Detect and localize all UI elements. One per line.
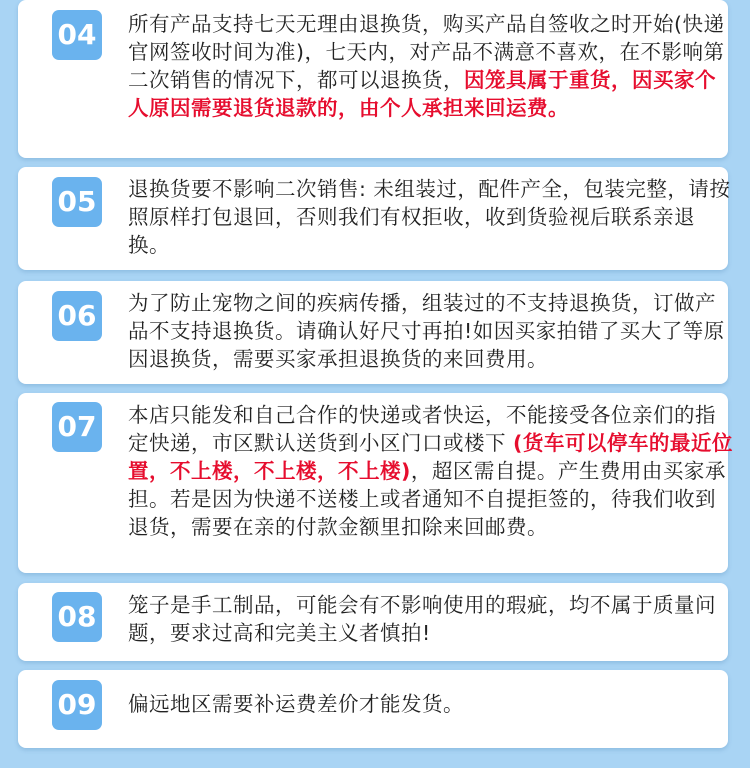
section-text-plain: 笼子是手工制品，可能会有不影响使用的瑕疵，均不属于质量问题，要求过高和完美主义者慎拍! — [128, 593, 716, 645]
section-text-plain: 偏远地区需要补运费差价才能发货。 — [128, 692, 464, 716]
section-text — [128, 591, 733, 647]
section-07-card — [18, 393, 733, 573]
section-04-card — [18, 0, 728, 158]
section-text — [128, 289, 733, 373]
section-09-card — [18, 670, 728, 748]
section-number-badge: 07 — [52, 402, 102, 452]
section-text — [128, 401, 733, 541]
section-text-highlight: (货车可以停车的最近位置，不上楼，不上楼，不上楼) — [128, 431, 733, 483]
section-number-badge: 09 — [52, 680, 102, 730]
section-text — [128, 10, 733, 122]
section-number-badge: 06 — [52, 291, 102, 341]
section-number-badge: 04 — [52, 10, 102, 60]
section-text-plain: 为了防止宠物之间的疾病传播，组装过的不支持退换货，订做产品不支持退换货。请确认好尺寸再拍!如因买家拍错了买大了等原因退换货，需要买家承担退换货的来回费用。 — [128, 291, 725, 371]
section-06-card — [18, 281, 728, 384]
section-number-badge: 08 — [52, 592, 102, 642]
section-text-highlight: 因笼具属于重货，因买家个人原因需要退货退款的，由个人承担来回运费。 — [128, 68, 716, 120]
section-text-plain: 退换货要不影响二次销售: 未组装过，配件产全，包装完整，请按照原样打包退回，否则我们有权拒收，收到货验视后联系亲退换。 — [128, 177, 731, 257]
section-05-card — [18, 167, 731, 270]
section-text-plain: ，超区需自提。产生费用由买家承担。若是因为快递不送楼上或者通知不自提拒签的，待我们收到退货，需要在亲的付款金额里扣除来回邮费。 — [128, 459, 726, 539]
section-number-badge: 05 — [52, 177, 102, 227]
section-text-plain: 所有产品支持七天无理由退换货，购买产品自签收之时开始(快递官网签收时间为准)，七天内，对产品不满意不喜欢，在不影响第二次销售的情况下，都可以退换货， — [128, 12, 725, 92]
section-08-card — [18, 583, 728, 661]
section-text-plain: 本店只能发和自己合作的快递或者快运，不能接受各位亲们的指定快递，市区默认送货到小区门口或楼下 — [128, 403, 716, 455]
section-text — [128, 690, 733, 718]
section-text — [128, 175, 733, 259]
